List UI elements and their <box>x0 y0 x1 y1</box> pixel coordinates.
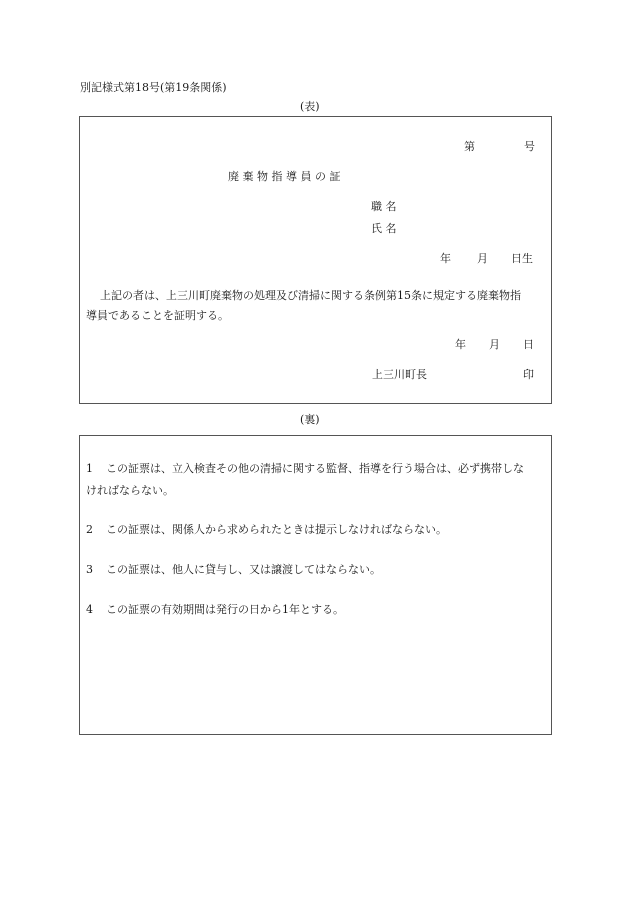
birth-year: 年 <box>440 252 451 265</box>
certificate-title: 廃 棄 物 指 導 員 の 証 <box>228 170 341 183</box>
back-section <box>79 435 552 735</box>
item-text: この証票は、立入検査その他の清掃に関する監督、指導を行う場合は、必ず携帯しな <box>106 462 524 475</box>
position-label: 職 名 <box>371 200 397 213</box>
statement-line-2: 導員であることを証明する。 <box>86 309 229 322</box>
item-number: 1 <box>86 462 93 475</box>
issuer-name: 上三川町長 <box>372 368 427 381</box>
form-title: 別記様式第18号(第19条関係) <box>80 81 227 94</box>
birth-day: 日生 <box>511 252 533 265</box>
statement-line-1: 上記の者は、上三川町廃棄物の処理及び清掃に関する条例第15条に規定する廃棄物指 <box>100 289 521 302</box>
issue-year: 年 <box>455 338 466 351</box>
front-section <box>79 116 552 404</box>
item-number: 3 <box>86 563 93 576</box>
item-number: 4 <box>86 603 93 616</box>
front-label: (表) <box>300 100 320 113</box>
seal-mark: 印 <box>523 368 534 381</box>
back-label: (裏) <box>300 413 320 426</box>
birth-month: 月 <box>477 252 488 265</box>
issue-day: 日 <box>523 338 534 351</box>
item-text: この証票は、関係人から求められたときは提示しなければならない。 <box>106 523 447 536</box>
name-label: 氏 名 <box>371 222 397 235</box>
item-number: 2 <box>86 523 93 536</box>
item-text-continued: ければならない。 <box>86 484 174 497</box>
number-suffix: 号 <box>524 140 535 153</box>
number-prefix: 第 <box>464 140 475 153</box>
item-text: この証票は、他人に貸与し、又は譲渡してはならない。 <box>106 563 381 576</box>
item-text: この証票の有効期間は発行の日から1年とする。 <box>106 603 344 616</box>
issue-month: 月 <box>489 338 500 351</box>
